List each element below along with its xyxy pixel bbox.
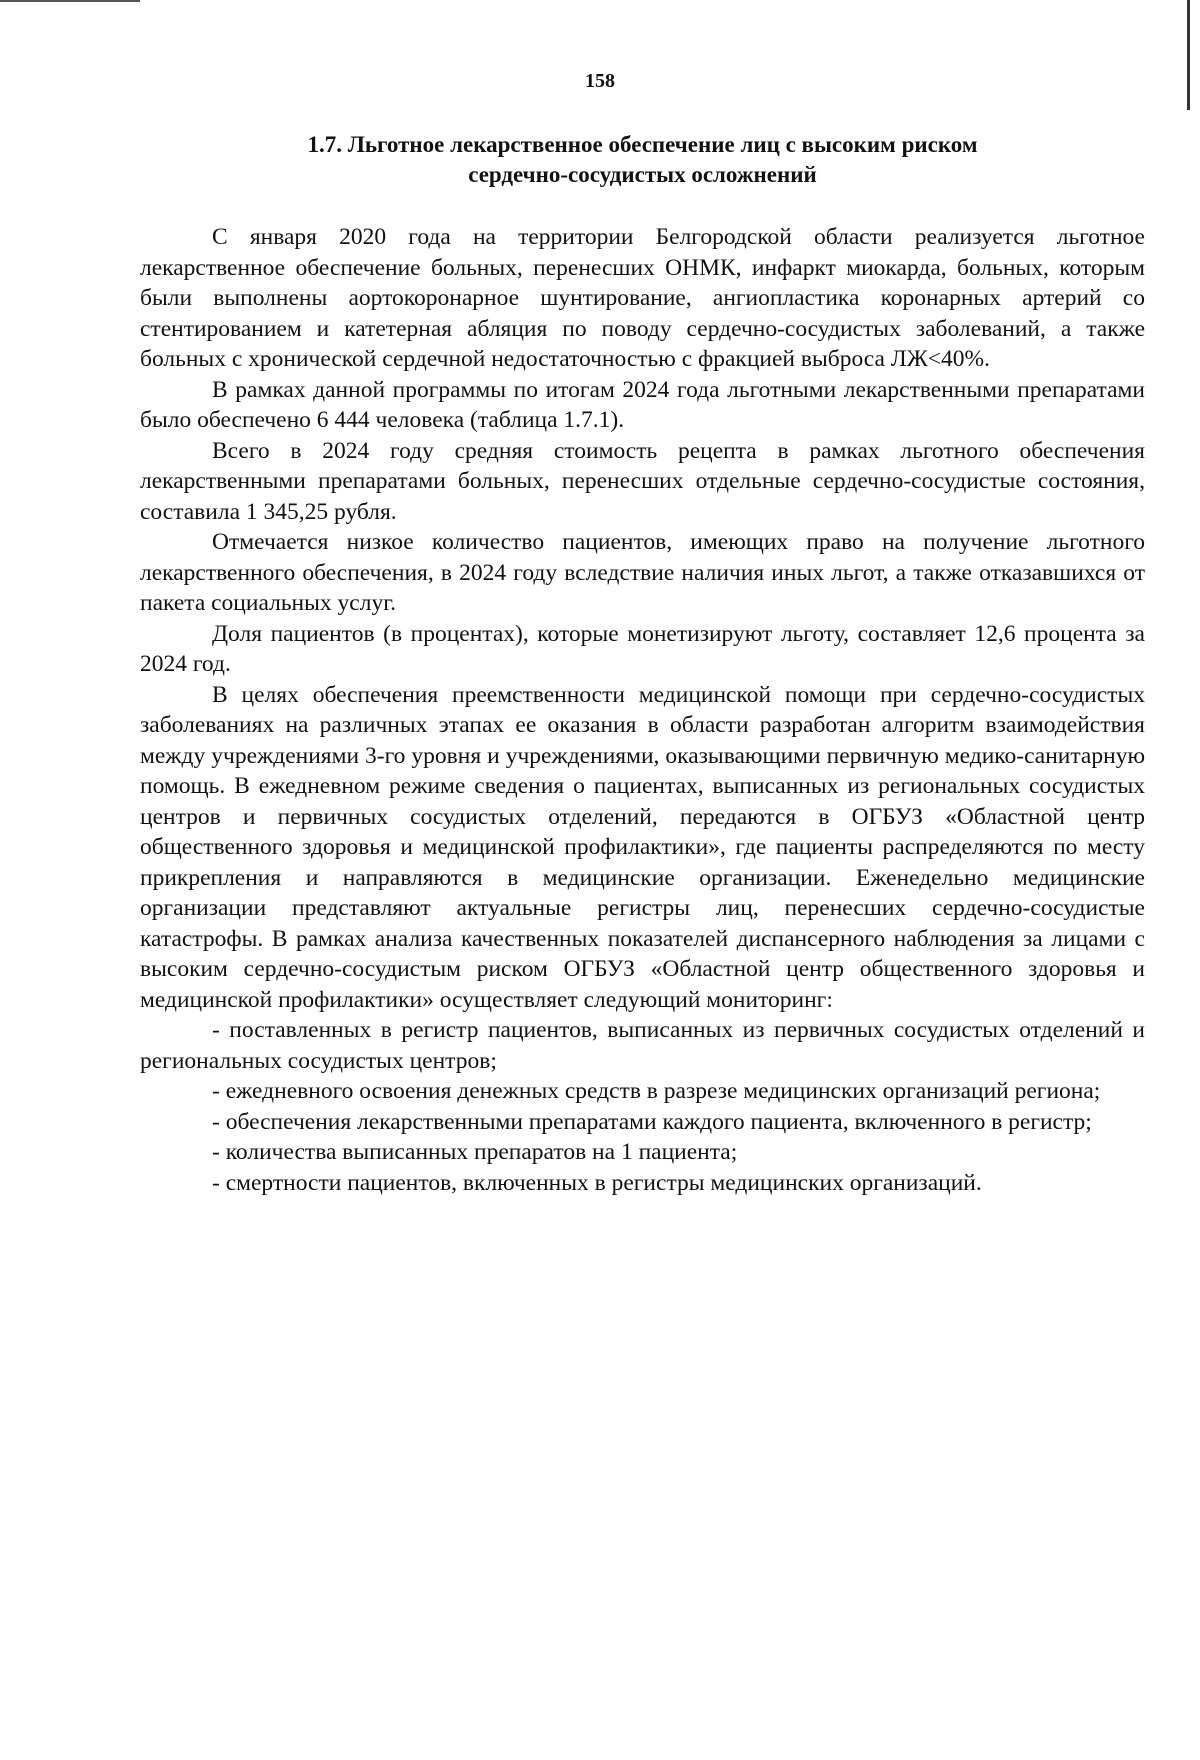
paragraph-6: В целях обеспечения преемственности медицинской помощи при сердечно-сосудистых заболеваниях на различных этапах ее оказания в области разработан алгоритм взаимодействия между учреждениями 3-го уровня и учреждениями, оказывающими первичную медико-санитарную помощь. В ежедневном режиме сведения о пациентах, выписанных из региональных сосудистых центров и первичных сосудистых отделений, передаются в ОГБУЗ «Областной центр общественного здоровья и медицинской профилактики», где пациенты распределяются по месту прикрепления и направляются в медицинские организации. Еженедельно медицинские организации представляют актуальные регистры лиц, перенесших сердечно-сосудистые катастрофы. В рамках анализа качественных показателей диспансерного наблюдения за лицами с высоким сердечно-сосудистым риском ОГБУЗ «Областной центр общественного здоровья и медицинской профилактики» осуществляет следующий мониторинг: — [140, 681, 1145, 1013]
scan-edge-top — [0, 0, 140, 2]
list-item: - поставленных в регистр пациентов, выписанных из первичных сосудистых отделений и региональных сосудистых центров; — [140, 1017, 1145, 1074]
list-item: - количества выписанных препаратов на 1 пациента; — [212, 1139, 738, 1165]
section-title-line-1: 1.7. Льготное лекарственное обеспечение лиц с высоким риском — [307, 132, 978, 157]
body-text — [140, 222, 1145, 1198]
section-title — [140, 130, 1145, 190]
paragraph-5: Доля пациентов (в процентах), которые монетизируют льготу, составляет 12,6 процента за 2024 год. — [140, 620, 1145, 677]
list-item: - смертности пациентов, включенных в регистры медицинских организаций. — [212, 1169, 982, 1196]
paragraph-2: В рамках данной программы по итогам 2024 года льготными лекарственными препаратами было обеспечено 6 444 человека (таблица 1.7.1). — [140, 376, 1145, 433]
paragraph-1: С января 2020 года на территории Белгородской области реализуется льготное лекарственное обеспечение больных, перенесших ОНМК, инфаркт миокарда, больных, которым были выполнены аортокоронарное шунтирование, ангиопластика коронарных артерий со стентированием и катетерная абляция по поводу сердечно-сосудистых заболеваний, а также больных с хронической сердечной недостаточностью с фракцией выброса ЛЖ<40%. — [140, 224, 1145, 372]
list-item: - обеспечения лекарственными препаратами каждого пациента, включенного в регистр; — [212, 1108, 1092, 1135]
paragraph-3: Всего в 2024 году средняя стоимость рецепта в рамках льготного обеспечения лекарственными препаратами больных, перенесших отдельные сердечно-сосудистые состояния, составила 1 345,25 рубля. — [140, 437, 1145, 525]
paragraph-4: Отмечается низкое количество пациентов, имеющих право на получение льготного лекарственного обеспечения, в 2024 году вследствие наличия иных льгот, а также отказавшихся от пакета социальных услуг. — [140, 529, 1145, 616]
list-item: - ежедневного освоения денежных средств в разрезе медицинских организаций региона; — [212, 1078, 1101, 1104]
page-number: 158 — [585, 70, 615, 92]
scan-edge-right — [1187, 0, 1190, 110]
section-title-line-2: сердечно-сосудистых осложнений — [468, 162, 817, 187]
